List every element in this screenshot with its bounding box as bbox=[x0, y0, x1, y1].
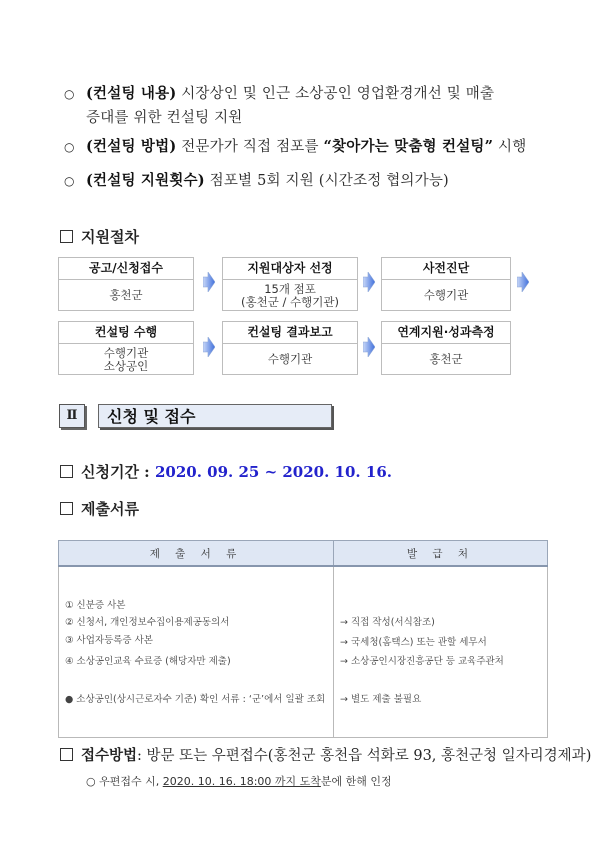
procedure-step-1 bbox=[58, 257, 194, 311]
circle-bullet-icon: ○ bbox=[64, 140, 75, 154]
procedure-heading-text: 지원절차 bbox=[81, 228, 139, 246]
documents-heading-text: 제출서류 bbox=[81, 500, 139, 518]
arrow-right-icon bbox=[203, 337, 215, 357]
procedure-step-3 bbox=[381, 257, 511, 311]
reception-label: 접수방법 bbox=[81, 747, 138, 764]
step-body: 15개 점포 (홍천군 / 수행기관) bbox=[241, 281, 339, 309]
document-item: ① 신분증 사본 bbox=[65, 600, 126, 611]
documents-heading bbox=[60, 498, 139, 519]
column-header-documents: 제 출 서 류 bbox=[59, 541, 334, 567]
step-title: 사전진단 bbox=[382, 258, 510, 280]
step-body: 홍천군 bbox=[429, 352, 463, 366]
step-body: 수행기관 bbox=[267, 352, 313, 366]
section-number: Ⅱ bbox=[59, 404, 85, 428]
section-title: 신청 및 접수 bbox=[98, 404, 332, 428]
bullet-text: 시장상인 및 인근 소상공인 영업환경개선 및 매출 bbox=[181, 86, 495, 102]
reception-note-deadline: 2020. 10. 16. 18:00 까지 도착 bbox=[162, 775, 321, 788]
reception-note-prefix: 우편접수 시, bbox=[99, 775, 163, 788]
bullet-consulting-content bbox=[64, 82, 494, 103]
documents-cell bbox=[59, 566, 334, 738]
application-period-value: 2020. 09. 25 ~ 2020. 10. 16. bbox=[154, 463, 392, 481]
circle-bullet-icon: ○ bbox=[64, 174, 75, 188]
bullet-label: (컨설팅 방법) bbox=[86, 138, 177, 155]
reception-note bbox=[86, 773, 392, 789]
arrow-right-icon bbox=[203, 272, 215, 292]
application-period bbox=[60, 461, 392, 482]
bullet-label: (컨설팅 내용) bbox=[86, 85, 177, 102]
circle-bullet-icon: ○ bbox=[64, 87, 75, 101]
step-title: 컨설팅 수행 bbox=[59, 322, 193, 344]
step-title: 공고/신청접수 bbox=[59, 258, 193, 280]
arrow-right-icon bbox=[363, 337, 375, 357]
procedure-heading bbox=[60, 226, 139, 247]
step-body: 수행기관 소상공인 bbox=[103, 345, 149, 373]
issuer-item: → 직접 작성(서식참조) bbox=[340, 617, 435, 628]
document-item: ④ 소상공인교육 수료증 (해당자만 제출) bbox=[65, 656, 231, 667]
square-bullet-icon bbox=[60, 465, 73, 478]
bullet-consulting-method bbox=[64, 135, 526, 156]
step-body: 홍천군 bbox=[109, 288, 143, 302]
bullet-label: (컨설팅 지원횟수) bbox=[86, 172, 205, 189]
arrow-right-icon bbox=[363, 272, 375, 292]
bullet-continuation: 증대를 위한 컨설팅 지원 bbox=[86, 110, 243, 126]
document-item: ③ 사업자등록증 사본 bbox=[65, 635, 153, 646]
bullet-emphasis: “찾아가는 맞춤형 컨설팅” bbox=[323, 138, 494, 155]
procedure-step-4 bbox=[58, 321, 194, 375]
square-bullet-icon bbox=[60, 502, 73, 515]
step-title: 연계지원·성과측정 bbox=[382, 322, 510, 344]
bullet-text: 전문가가 직접 점포를 bbox=[181, 139, 319, 155]
square-bullet-icon bbox=[60, 230, 73, 243]
application-period-label: 신청기간 : bbox=[81, 463, 150, 481]
column-header-issuer: 발 급 처 bbox=[334, 541, 548, 567]
bullet-text-after: 시행 bbox=[497, 139, 527, 155]
square-bullet-icon bbox=[60, 748, 73, 761]
issuer-item: → 국세청(홈택스) 또는 관할 세무서 bbox=[340, 637, 487, 648]
circle-bullet-icon: ○ bbox=[86, 775, 96, 788]
step-title: 지원대상자 선정 bbox=[223, 258, 357, 280]
reception-note-suffix: 분에 한해 인정 bbox=[320, 775, 392, 788]
document-item: ● 소상공인(상시근로자수 기준) 확인 서류 : ‘군’에서 일괄 조회 bbox=[65, 694, 326, 705]
issuer-item: → 소상공인시장진흥공단 등 교육주관처 bbox=[340, 656, 504, 667]
reception-text: : 방문 또는 우편접수(홍천군 홍천읍 석화로 93, 홍천군청 일자리경제과) bbox=[137, 748, 592, 764]
step-title: 컨설팅 결과보고 bbox=[223, 322, 357, 344]
procedure-step-5 bbox=[222, 321, 358, 375]
bullet-text: 점포별 5회 지원 (시간조정 협의가능) bbox=[209, 173, 449, 189]
documents-table bbox=[58, 540, 548, 738]
bullet-consulting-count bbox=[64, 169, 449, 190]
procedure-step-6 bbox=[381, 321, 511, 375]
reception-method bbox=[60, 744, 591, 765]
document-item: ② 신청서, 개인정보수집이용제공동의서 bbox=[65, 617, 230, 628]
procedure-step-2 bbox=[222, 257, 358, 311]
step-body: 수행기관 bbox=[423, 288, 469, 302]
arrow-right-icon bbox=[517, 272, 529, 292]
issuer-item: → 별도 제출 불필요 bbox=[340, 694, 422, 705]
issuer-cell bbox=[334, 566, 548, 738]
